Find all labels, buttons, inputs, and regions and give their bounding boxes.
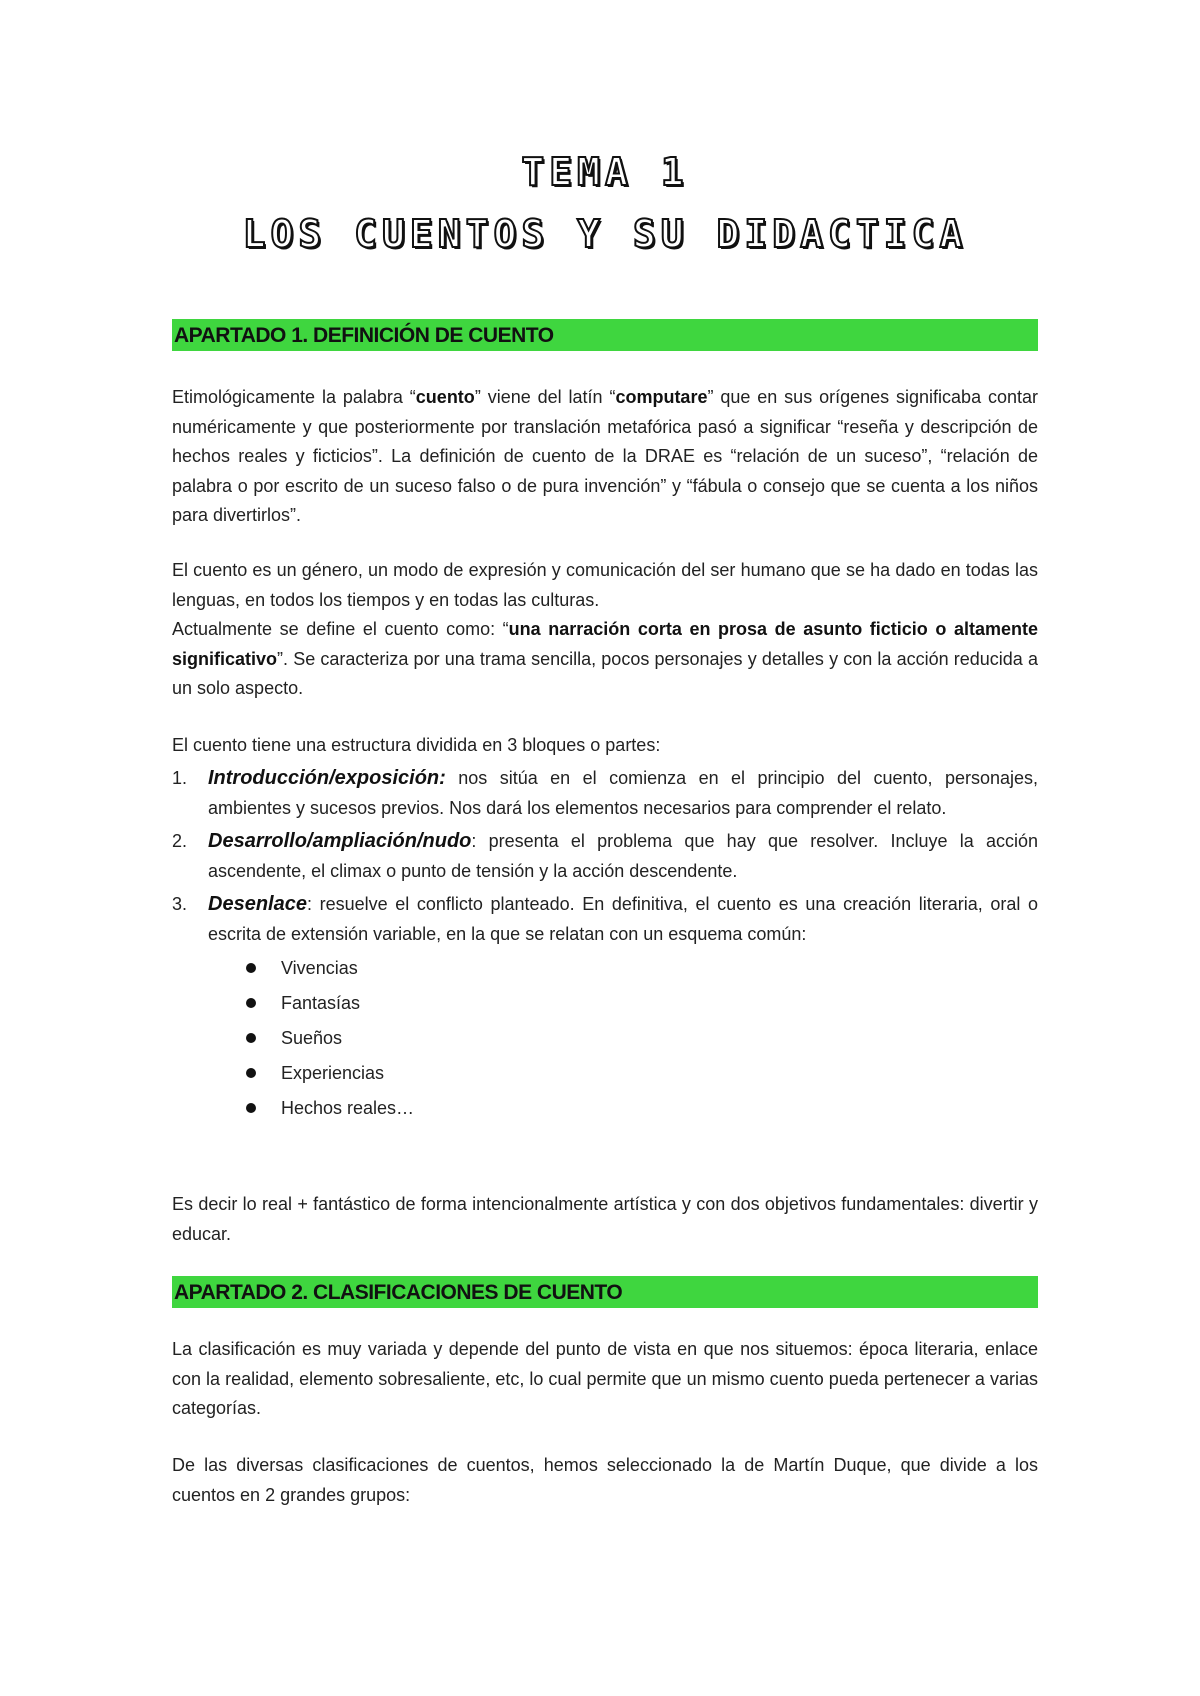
list-term: Desarrollo/ampliación/nudo	[208, 830, 472, 852]
bold-term-computare: computare	[615, 387, 708, 407]
list-number: 1.	[172, 768, 188, 788]
document-title-line-2: LOS CUENTOS Y SU DIDACTICA	[242, 212, 968, 256]
classification-paragraph: La clasificación es muy variada y depende del punto de vista en que nos situemos: época literaria, enlace con la realidad, elemento sobresaliente, etc, lo cual permite que un mismo cuento pueda pertenecer a varias categorías.	[172, 1339, 1038, 1418]
bullet-item	[244, 1058, 1038, 1093]
document-title-line-1: TEMA 1	[521, 150, 689, 194]
list-term: Desenlace	[208, 893, 307, 915]
bullet-item	[244, 953, 1038, 988]
text-run: ” que en sus orígenes significaba contar numéricamente y que posteriormente por translación metafórica pasó a significar “reseña y descripción de hechos reales y ficticios”. La definición de cuento de la DRAE es “relación de un suceso”, “relación de palabra o por escrito de un suceso falso o de pura invención” y “fábula o consejo que se cuenta a los niños para divertirlos”.	[172, 387, 1038, 525]
list-number: 3.	[172, 894, 188, 914]
list-item	[172, 890, 1038, 1128]
bullet-text: Vivencias	[281, 958, 358, 978]
list-item	[172, 764, 1038, 823]
bullet-text: Experiencias	[281, 1063, 385, 1083]
bold-definition: una narración corta en prosa de asunto ficticio o altamente significativo	[172, 619, 1038, 669]
text-run: ” viene del latín “	[474, 387, 616, 407]
bullet-text: Sueños	[281, 1028, 343, 1048]
list-item	[172, 827, 1038, 886]
text-run: El cuento es un género, un modo de expresión y comunicación del ser humano que se ha dado en todas las lenguas, en todos los tiempos y en todas las culturas.	[172, 560, 1038, 610]
bullet-icon	[246, 963, 256, 973]
list-text: nos sitúa en el comienza en el principio del cuento, personajes, ambientes y sucesos previos. Nos dará los elementos necesarios para comprender el relato.	[208, 768, 1038, 818]
text-run: Actualmente se define el cuento como: “	[172, 619, 509, 639]
text-run: ”. Se caracteriza por una trama sencilla, pocos personajes y detalles y con la acción reducida a un solo aspecto.	[172, 648, 1038, 698]
bullet-item	[244, 1093, 1038, 1128]
genre-paragraph	[172, 556, 1038, 704]
structure-list	[172, 764, 1038, 1132]
bullet-item	[244, 1023, 1038, 1058]
list-number: 2.	[172, 831, 188, 851]
list-term: Introducción/exposición:	[208, 767, 446, 789]
list-text: : resuelve el conflicto planteado. En definitiva, el cuento es una creación literaria, oral o escrita de extensión variable, en la que se relatan con un esquema común:	[208, 894, 1038, 944]
section-2-heading: APARTADO 2. CLASIFICACIONES DE CUENTO	[172, 1276, 1038, 1308]
structure-intro: El cuento tiene una estructura dividida en 3 bloques o partes:	[172, 735, 661, 755]
bullet-text: Fantasías	[281, 993, 361, 1013]
martin-duque-paragraph: De las diversas clasificaciones de cuentos, hemos seleccionado la de Martín Duque, que divide a los cuentos en 2 grandes grupos:	[172, 1455, 1038, 1505]
bullet-icon	[246, 1068, 256, 1078]
definition-paragraph	[172, 383, 1038, 531]
summary-paragraph: Es decir lo real + fantástico de forma intencionalmente artística y con dos objetivos fundamentales: divertir y educar.	[172, 1194, 1038, 1244]
bold-term-cuento: cuento	[415, 387, 475, 407]
bullet-item	[244, 988, 1038, 1023]
bullet-icon	[246, 1103, 256, 1113]
bullet-list	[208, 953, 1038, 1128]
bullet-icon	[246, 998, 256, 1008]
text-run: Etimológicamente la palabra “	[172, 387, 416, 407]
list-text: : presenta el problema que hay que resolver. Incluye la acción ascendente, el climax o punto de tensión y la acción descendente.	[208, 831, 1038, 881]
section-1-heading: APARTADO 1. DEFINICIÓN DE CUENTO	[172, 319, 1038, 351]
bullet-text: Hechos reales…	[281, 1098, 415, 1118]
bullet-icon	[246, 1033, 256, 1043]
